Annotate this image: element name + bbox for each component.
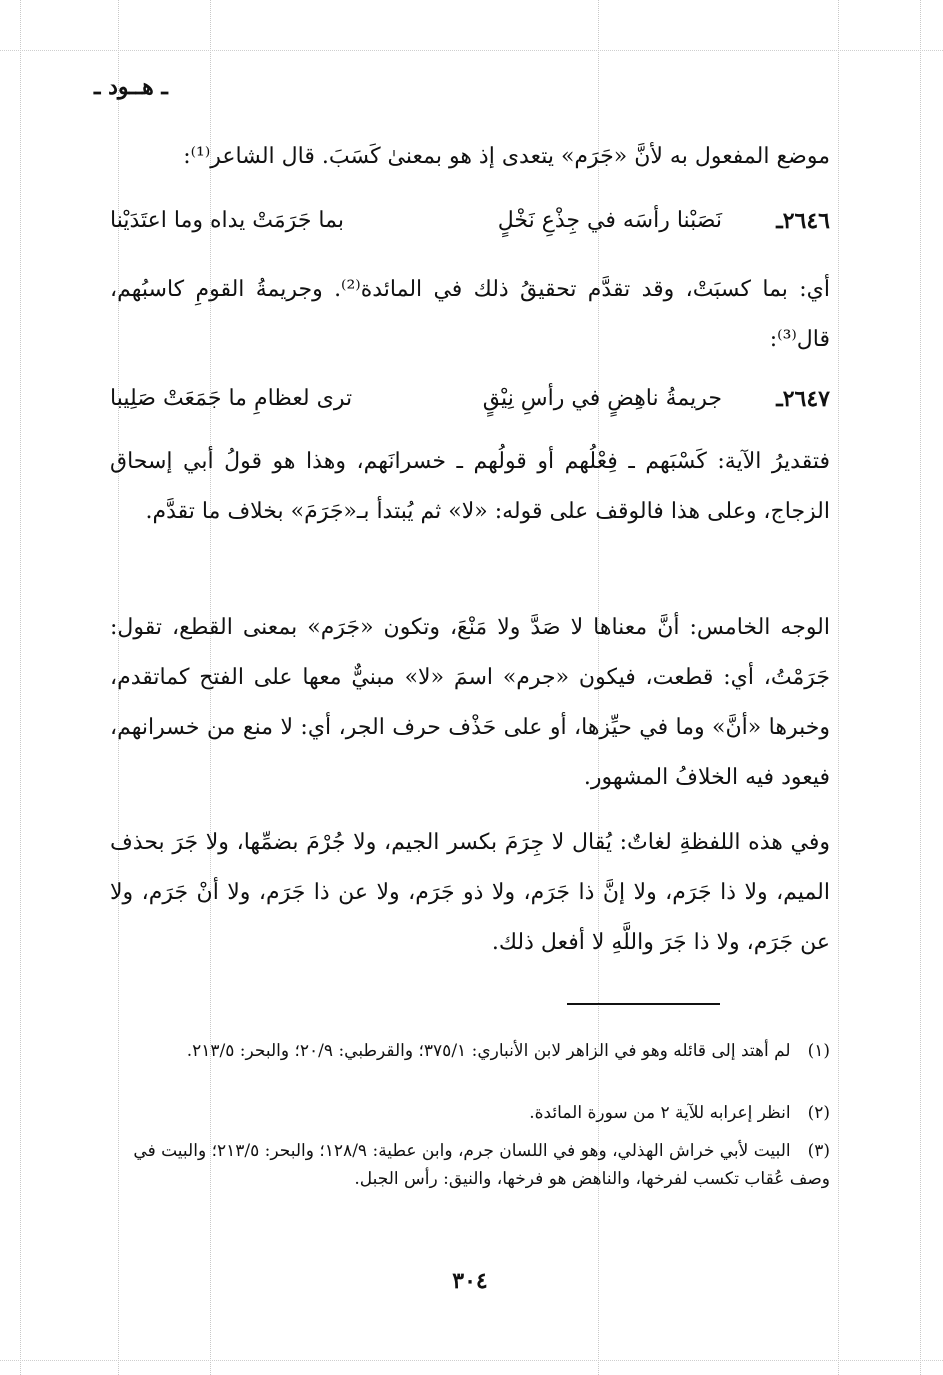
guide-line — [838, 0, 839, 1375]
verse-2646 — [110, 196, 830, 246]
footnote-number: (١) — [807, 1041, 830, 1061]
paragraph-2: أي: بما كسبَتْ، وقد تقدَّم تحقيقُ ذلك في المائدة⁽²⁾. وجريمةُ القومِ كاسبُهم، قال⁽³⁾: — [110, 277, 830, 352]
paragraph-4: الوجه الخامس: أنَّ معناها لا صَدَّ ولا مَنْعَ، وتكون «جَرَم» بمعنى القطع، تقول: جَرَمْتُ، أي: قطعت، فيكون «جرم» اسمَ «لا» مبنيٌّ معها على الفتح كماتقدم، وخبرها «أنَّ» وما في حيِّزها، أو على حَذْف حرف الجر، أي: لا منع من خسرانهم، فيعود فيه الخلافُ المشهور. — [110, 615, 830, 790]
guide-line — [0, 50, 943, 51]
guide-line — [0, 1360, 943, 1361]
verse-second-hemistich: بما جَرَمَتْ يداه وما اعتَدَيْنا — [110, 208, 344, 233]
paragraph-1: موضع المفعول به لأنَّ «جَرَم» يتعدى إذ هو بمعنىٰ كَسَبَ. قال الشاعر⁽¹⁾: — [183, 144, 830, 169]
verse-first-hemistich: جريمةُ ناهِضٍ في رأسِ نِيْقٍ — [482, 386, 722, 411]
verse-number: ٢٦٤٦ـ — [776, 208, 830, 234]
footnote-text: البيت لأبي خراش الهذلي، وهو في اللسان جرم، وابن عطية: ١٢٨/٩؛ والبحر: ٢١٣/٥؛ والبيت في وصف عُقاب تكسب لفرخها، والناهض هو فرخها، والنيق: رأس الجبل. — [133, 1141, 830, 1189]
verse-second-hemistich: ترى لعظامِ ما جَمَعَتْ صَلِيبا — [110, 386, 353, 411]
footnote-text: لم أهتد إلى قائله وهو في الزاهر لابن الأنباري: ٣٧٥/١؛ والقرطبي: ٢٠/٩؛ والبحر: ٢١٣/٥. — [186, 1041, 791, 1061]
paragraph-3: فتقديرُ الآية: كَسْبَهم ـ فِعْلُهم أو قولُهم ـ خسرانَهم، وهذا هو قولُ أبي إسحاق الزجاج، وعلى هذا فالوقف على قوله: «لا» ثم يُبتدأ بـ«جَرَمَ» بخلاف ما تقدَّم. — [110, 449, 830, 524]
verse-first-hemistich: نَصَبْنا رأسَه في جِذْعِ نَخْلٍ — [497, 208, 722, 233]
footnote-text: انظر إعرابه للآية ٢ من سورة المائدة. — [529, 1103, 791, 1123]
footnote-1 — [110, 1037, 830, 1065]
surah-title: ـ هــود ـ — [94, 74, 168, 100]
page-number: ٣٠٤ — [452, 1268, 488, 1294]
footnote-number: (٣) — [807, 1141, 830, 1161]
footnote-separator — [567, 1003, 720, 1005]
guide-line — [20, 0, 21, 1375]
paragraph-5: وفي هذه اللفظةِ لغاتٌ: يُقال لا جِرَمَ بكسر الجيم، ولا جُرْمَ بضمِّها، ولا جَرَ بحذف الميم، ولا ذا جَرَم، ولا إنَّ ذا جَرَم، ولا ذو جَرَم، ولا عن ذا جَرَم، ولا أنْ جَرَم، ولا عن جَرَم، ولا ذا جَرَ واللَّهِ لا أفعل ذلك. — [110, 830, 830, 955]
page-header — [94, 74, 294, 100]
verse-2647 — [110, 374, 830, 424]
footnote-number: (٢) — [807, 1103, 830, 1123]
footnote-2 — [110, 1099, 830, 1127]
footnote-3 — [110, 1137, 830, 1193]
guide-line — [920, 0, 921, 1375]
verse-number: ٢٦٤٧ـ — [776, 386, 830, 412]
